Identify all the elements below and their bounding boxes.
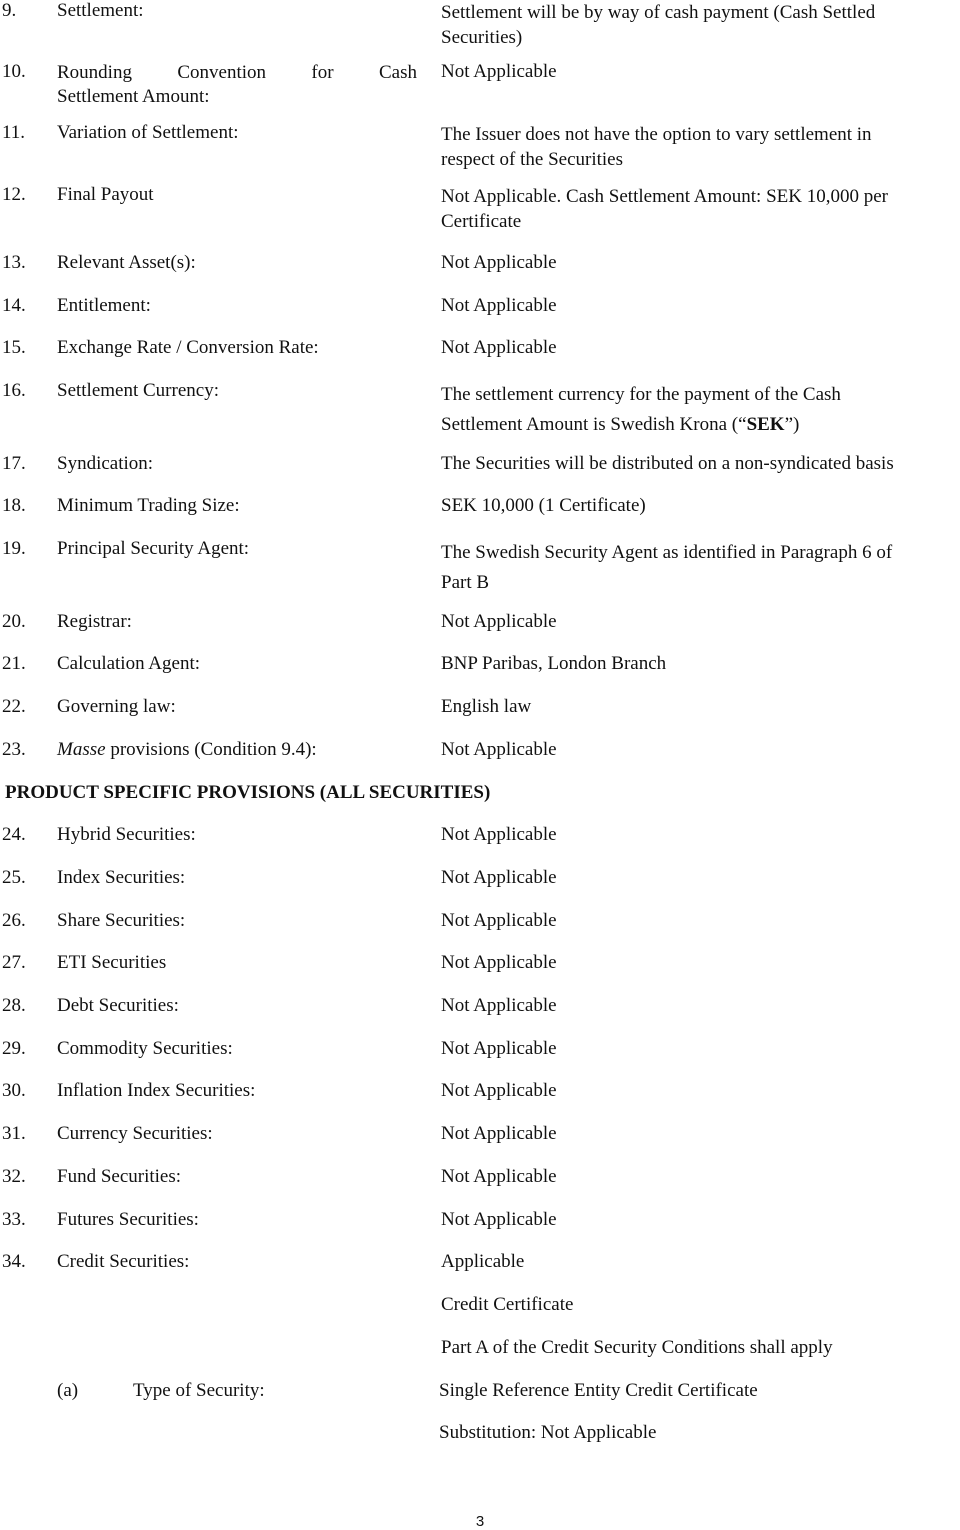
provision-value: Applicable: [441, 1251, 525, 1272]
provision-value: Not Applicable: [441, 867, 557, 888]
provision-value: Not Applicable: [441, 739, 557, 760]
provision-label: Futures Securities:: [57, 1209, 199, 1230]
provision-label: Registrar:: [57, 611, 132, 632]
provision-number: 30.: [2, 1080, 26, 1101]
currency-code: SEK: [746, 414, 785, 435]
provision-number: 28.: [2, 995, 26, 1016]
currency-text-end: ”): [784, 414, 800, 435]
provision-value: SEK 10,000 (1 Certificate): [441, 495, 646, 516]
provision-number: 29.: [2, 1038, 26, 1059]
provision-label: Settlement:: [57, 0, 144, 21]
provision-label: Entitlement:: [57, 295, 151, 316]
provision-label: Debt Securities:: [57, 995, 179, 1016]
credit-conditions-text: Part A of the Credit Security Conditions shall apply: [441, 1337, 833, 1358]
masse-italic: Masse: [57, 739, 106, 760]
provision-value-line: respect of the Securities: [441, 149, 624, 170]
provision-label: Share Securities:: [57, 910, 186, 931]
provision-label: [57, 61, 417, 109]
provision-value: Not Applicable: [441, 61, 557, 82]
provision-number: 11.: [2, 122, 26, 143]
provision-label: Index Securities:: [57, 867, 186, 888]
provision-value-line: The Swedish Security Agent as identified in Paragraph 6 of: [441, 542, 893, 563]
provision-value: [441, 122, 959, 172]
provision-value-line: Part B: [441, 572, 490, 593]
provision-value: Not Applicable: [441, 295, 557, 316]
sub-provision-value: Single Reference Entity Credit Certificate: [439, 1380, 758, 1401]
provision-number: 15.: [2, 337, 26, 358]
provision-label: Minimum Trading Size:: [57, 495, 240, 516]
provision-label-rest: provisions (Condition 9.4):: [105, 739, 317, 760]
provision-number: 31.: [2, 1123, 26, 1144]
provision-value: Not Applicable: [441, 910, 557, 931]
provision-number: 13.: [2, 252, 26, 273]
provision-value: English law: [441, 696, 532, 717]
provision-value: Not Applicable: [441, 1080, 557, 1101]
provision-label: Final Payout: [57, 184, 154, 205]
provision-value: The Securities will be distributed on a non-syndicated basis: [441, 453, 894, 474]
provision-label: Hybrid Securities:: [57, 824, 196, 845]
provision-label: Calculation Agent:: [57, 653, 201, 674]
provision-label-line: Settlement Amount:: [57, 86, 210, 107]
sub-provision-label: Type of Security:: [133, 1380, 265, 1401]
provision-number: 27.: [2, 952, 26, 973]
provision-number: 17.: [2, 453, 26, 474]
currency-text: Settlement Amount is Swedish Krona (“: [441, 414, 747, 435]
provision-label: Variation of Settlement:: [57, 122, 239, 143]
provision-value: Not Applicable: [441, 1038, 557, 1059]
provision-number: 25.: [2, 867, 26, 888]
provision-label: Governing law:: [57, 696, 176, 717]
provision-value: Not Applicable: [441, 824, 557, 845]
substitution-text: Substitution: Not Applicable: [439, 1422, 657, 1443]
provision-label: Exchange Rate / Conversion Rate:: [57, 337, 319, 358]
provision-value: Not Applicable: [441, 252, 557, 273]
provision-value-line: Not Applicable. Cash Settlement Amount: SEK 10,000 per: [441, 186, 888, 207]
page-number: 3: [475, 1513, 485, 1530]
provision-label: Fund Securities:: [57, 1166, 182, 1187]
provision-label: Inflation Index Securities:: [57, 1080, 256, 1101]
provision-value: [441, 184, 959, 234]
provision-value: [441, 538, 959, 598]
provision-number: 23.: [2, 739, 26, 760]
provision-number: 22.: [2, 696, 26, 717]
provision-value: [441, 0, 959, 50]
provision-label: Commodity Securities:: [57, 1038, 233, 1059]
provision-number: 21.: [2, 653, 26, 674]
provision-value: BNP Paribas, London Branch: [441, 653, 667, 674]
sub-provision-number: (a): [57, 1380, 79, 1401]
provision-number: 16.: [2, 380, 26, 401]
provision-value: Not Applicable: [441, 611, 557, 632]
provision-number: 34.: [2, 1251, 26, 1272]
provision-label: Credit Securities:: [57, 1251, 190, 1272]
provision-label: Relevant Asset(s):: [57, 252, 196, 273]
provision-label: Settlement Currency:: [57, 380, 219, 401]
section-heading: PRODUCT SPECIFIC PROVISIONS (ALL SECURITIES): [5, 782, 491, 803]
provision-value: Not Applicable: [441, 1209, 557, 1230]
provision-number: 12.: [2, 184, 26, 205]
provision-number: 24.: [2, 824, 26, 845]
provision-number: 10.: [2, 61, 26, 82]
provision-number: 26.: [2, 910, 26, 931]
provision-number: 20.: [2, 611, 26, 632]
provision-number: 19.: [2, 538, 26, 559]
provision-value-line: Settlement will be by way of cash payment (Cash Settled: [441, 2, 876, 23]
provision-label: ETI Securities: [57, 952, 167, 973]
provision-number: 18.: [2, 495, 26, 516]
provision-value: Not Applicable: [441, 1123, 557, 1144]
provision-number: 32.: [2, 1166, 26, 1187]
provision-value-line: The Issuer does not have the option to vary settlement in: [441, 124, 872, 145]
provision-value: Not Applicable: [441, 1166, 557, 1187]
provision-label: Principal Security Agent:: [57, 538, 250, 559]
provision-value: Not Applicable: [441, 952, 557, 973]
provision-number: 14.: [2, 295, 26, 316]
provision-label-line: Rounding Convention for Cash: [57, 62, 417, 83]
provision-value-line: The settlement currency for the payment of the Cash: [441, 384, 841, 405]
provision-label: Syndication:: [57, 453, 154, 474]
provision-label: Currency Securities:: [57, 1123, 213, 1144]
provision-value-line: Securities): [441, 27, 523, 48]
provision-label: [57, 739, 317, 761]
provision-value: [441, 380, 959, 440]
provision-value: Not Applicable: [441, 337, 557, 358]
provision-number: 9.: [2, 0, 17, 21]
provision-value-line: Certificate: [441, 211, 522, 232]
provision-value-line: [441, 410, 959, 440]
provision-number: 33.: [2, 1209, 26, 1230]
provision-value: Not Applicable: [441, 995, 557, 1016]
credit-certificate-text: Credit Certificate: [441, 1294, 574, 1315]
